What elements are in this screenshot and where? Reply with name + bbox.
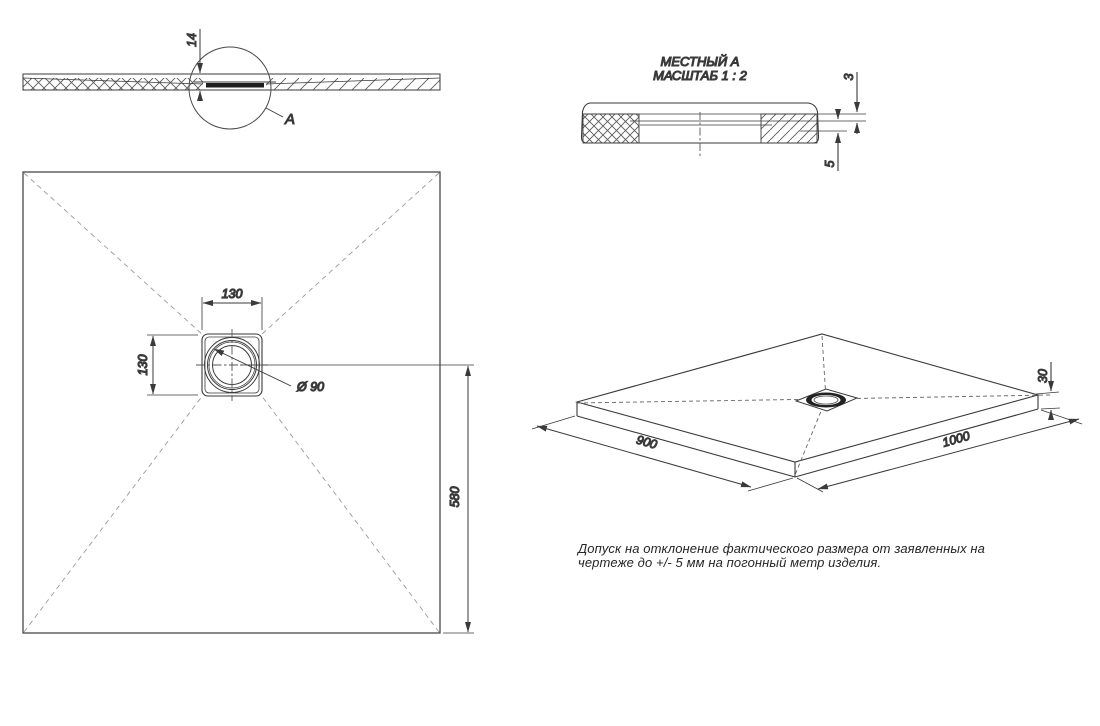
plan-slope-diagonals — [24, 173, 439, 632]
dim-130t-label: 130 — [221, 287, 243, 301]
dim-130l-label: 130 — [136, 354, 150, 376]
section-hatch-right — [266, 78, 440, 90]
tolerance-note-line2: чертеже до +/- 5 мм на погонный метр изделия. — [578, 555, 882, 570]
detail-view-scale: МАСШТАБ 1 : 2 — [653, 68, 747, 83]
dim-3-label: 3 — [842, 73, 856, 81]
dim-14-label: 14 — [185, 33, 199, 47]
tolerance-note — [576, 541, 985, 570]
dim-900-label: 900 — [634, 432, 659, 452]
plan-tray-outline — [23, 172, 440, 633]
drain-cover-section — [206, 83, 264, 88]
detail-view-title: МЕСТНЫЙ А — [660, 54, 740, 69]
section-hatch-left — [23, 78, 203, 90]
dim-5-label: 5 — [823, 160, 837, 168]
dim-580-label: 580 — [448, 486, 462, 508]
ext-900-right — [748, 478, 793, 491]
tolerance-note-line1: Допуск на отклонение фактического размера от заявленных на — [578, 541, 985, 556]
isometric-view — [532, 334, 1082, 492]
dim-1000-label: 1000 — [940, 428, 972, 450]
plan-view — [23, 172, 474, 633]
ext-900-left — [532, 416, 575, 429]
ext-30-top — [1036, 392, 1059, 394]
detail-marker-label: A — [285, 111, 296, 128]
drain-diameter-label: Ø 90 — [297, 380, 325, 394]
ext-1000-right — [1041, 410, 1082, 424]
detail-view-a — [582, 53, 867, 171]
dim-30-label: 30 — [1036, 369, 1050, 383]
section-view — [23, 29, 440, 129]
detail-hatch-left — [583, 114, 639, 143]
ext-1000-left — [797, 478, 823, 492]
ext-30-bottom — [1041, 408, 1060, 409]
detail-a-leader — [266, 108, 283, 117]
detail-hatch-right — [761, 114, 817, 143]
iso-drain-center — [812, 395, 841, 405]
